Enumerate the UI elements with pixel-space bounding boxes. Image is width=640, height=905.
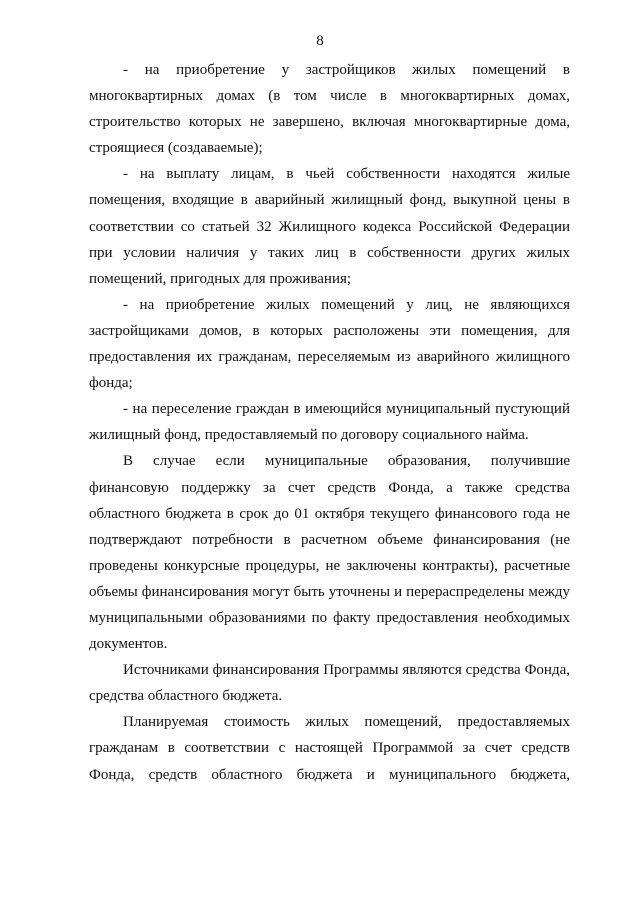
paragraph-redemption-payment: - на выплату лицам, в чьей собственности находятся жилые помещения, входящие в аварийный жилищный фонд, выкупной цены в соответствии со статьей 32 Жилищного кодекса Российской Федерации при условии наличия у таких лиц в собственности других жилых помещений, пригодных для проживания; (89, 166, 570, 287)
paragraph-resettlement: - на переселение граждан в имеющийся муниципальный пустующий жилищный фонд, предоставляемый по договору социального найма. (89, 401, 570, 444)
paragraph-purchase-from-individuals: - на приобретение жилых помещений у лиц, не являющихся застройщиками домов, в которых расположены эти помещения, для предоставления их гражданам, переселяемым из аварийного жилищного фонда; (89, 296, 570, 392)
paragraph-reallocation: В случае если муниципальные образования, получившие финансовую поддержку за счет средств Фонда, а также средства областного бюджета в срок до 01 октября текущего финансового года не подтверждают потребности в расчетном объеме финансирования (не проведены конкурсные процедуры, не заключены контракты), расчетные объемы финансирования могут быть уточнены и перераспределены между муниципальными образованиями по факту предоставления необходимых документов. (89, 453, 570, 653)
document-body (89, 57, 570, 788)
paragraph-planned-cost: Планируемая стоимость жилых помещений, предоставляемых гражданам в соответствии с настоящей Программой за счет средств Фонда, средств областного бюджета и муниципального бюджета, (89, 714, 570, 783)
paragraph-developers-purchase: - на приобретение у застройщиков жилых помещений в многоквартирных домах (в том числе в многоквартирных домах, строительство которых не завершено, включая многоквартирные дома, строящиеся (создаваемые); (89, 62, 570, 157)
page-number: 8 (316, 33, 324, 49)
paragraph-funding-sources: Источниками финансирования Программы являются средства Фонда, средства областного бюджета. (89, 662, 570, 705)
